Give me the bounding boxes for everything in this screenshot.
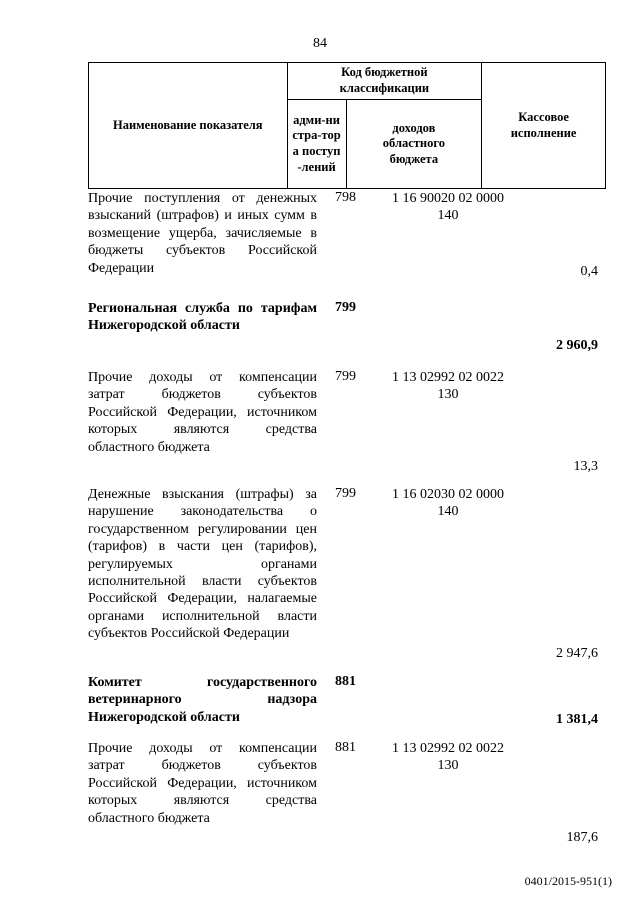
row-admin-code: 799 xyxy=(335,369,356,384)
table-row xyxy=(88,486,606,662)
row-income-code: 1 16 02030 02 0000 140 xyxy=(392,487,504,520)
row-amount: 2 947,6 xyxy=(556,646,598,661)
header-name-col: Наименование показателя xyxy=(89,63,288,189)
row-income-code: 1 13 02992 02 0022 130 xyxy=(392,370,504,403)
table-row xyxy=(88,190,606,280)
row-admin-code: 799 xyxy=(335,300,356,315)
table-body xyxy=(88,190,606,846)
header-admin-col: адми-нистра-тора поступ-лений xyxy=(287,100,346,189)
row-admin-code: 798 xyxy=(335,190,356,205)
row-admin-code: 881 xyxy=(335,674,356,689)
row-name: Прочие поступления от денежных взысканий (штрафов) и иных сумм в возмещение ущерба, зачисляемые в бюджеты субъектов Российской Федерации xyxy=(88,191,317,276)
header-income-col: доходов областного бюджета xyxy=(346,100,482,189)
row-name: Прочие доходы от компенсации затрат бюджетов субъектов Российской Федерации, источником которых являются средства областного бюджета xyxy=(88,741,317,826)
header-exec-col: Кассовое исполнение xyxy=(482,63,606,189)
row-income-code: 1 16 90020 02 0000 140 xyxy=(392,191,504,224)
row-income-code: 1 13 02992 02 0022 130 xyxy=(392,741,504,774)
table-row xyxy=(88,740,606,846)
document-id: 0401/2015-951(1) xyxy=(524,874,612,888)
table-row xyxy=(88,674,606,728)
page-number: 84 xyxy=(313,36,327,51)
row-name: Комитет государственного ветеринарного надзора Нижегородской области xyxy=(88,675,317,725)
row-amount: 13,3 xyxy=(573,459,598,474)
row-amount: 187,6 xyxy=(566,830,598,845)
row-name: Денежные взыскания (штрафы) за нарушение законодательства о государственном регулировании цен (тарифов) в части цен (тарифов), регулируемых органами исполнительной власти субъектов Российской Федерации, налагаемые органами исполнительной власти субъектов Российской Федерации xyxy=(88,487,317,642)
row-amount: 2 960,9 xyxy=(556,338,598,353)
row-name: Прочие доходы от компенсации затрат бюджетов субъектов Российской Федерации, источником которых являются средства областного бюджета xyxy=(88,370,317,455)
row-amount: 1 381,4 xyxy=(556,712,598,727)
table-header xyxy=(88,62,606,189)
header-code-group: Код бюджетной классификации xyxy=(287,63,482,100)
table-row xyxy=(88,369,606,475)
row-admin-code: 799 xyxy=(335,486,356,501)
row-name: Региональная служба по тарифам Нижегородской области xyxy=(88,301,317,334)
row-admin-code: 881 xyxy=(335,740,356,755)
row-amount: 0,4 xyxy=(580,264,598,279)
table-row xyxy=(88,300,606,354)
